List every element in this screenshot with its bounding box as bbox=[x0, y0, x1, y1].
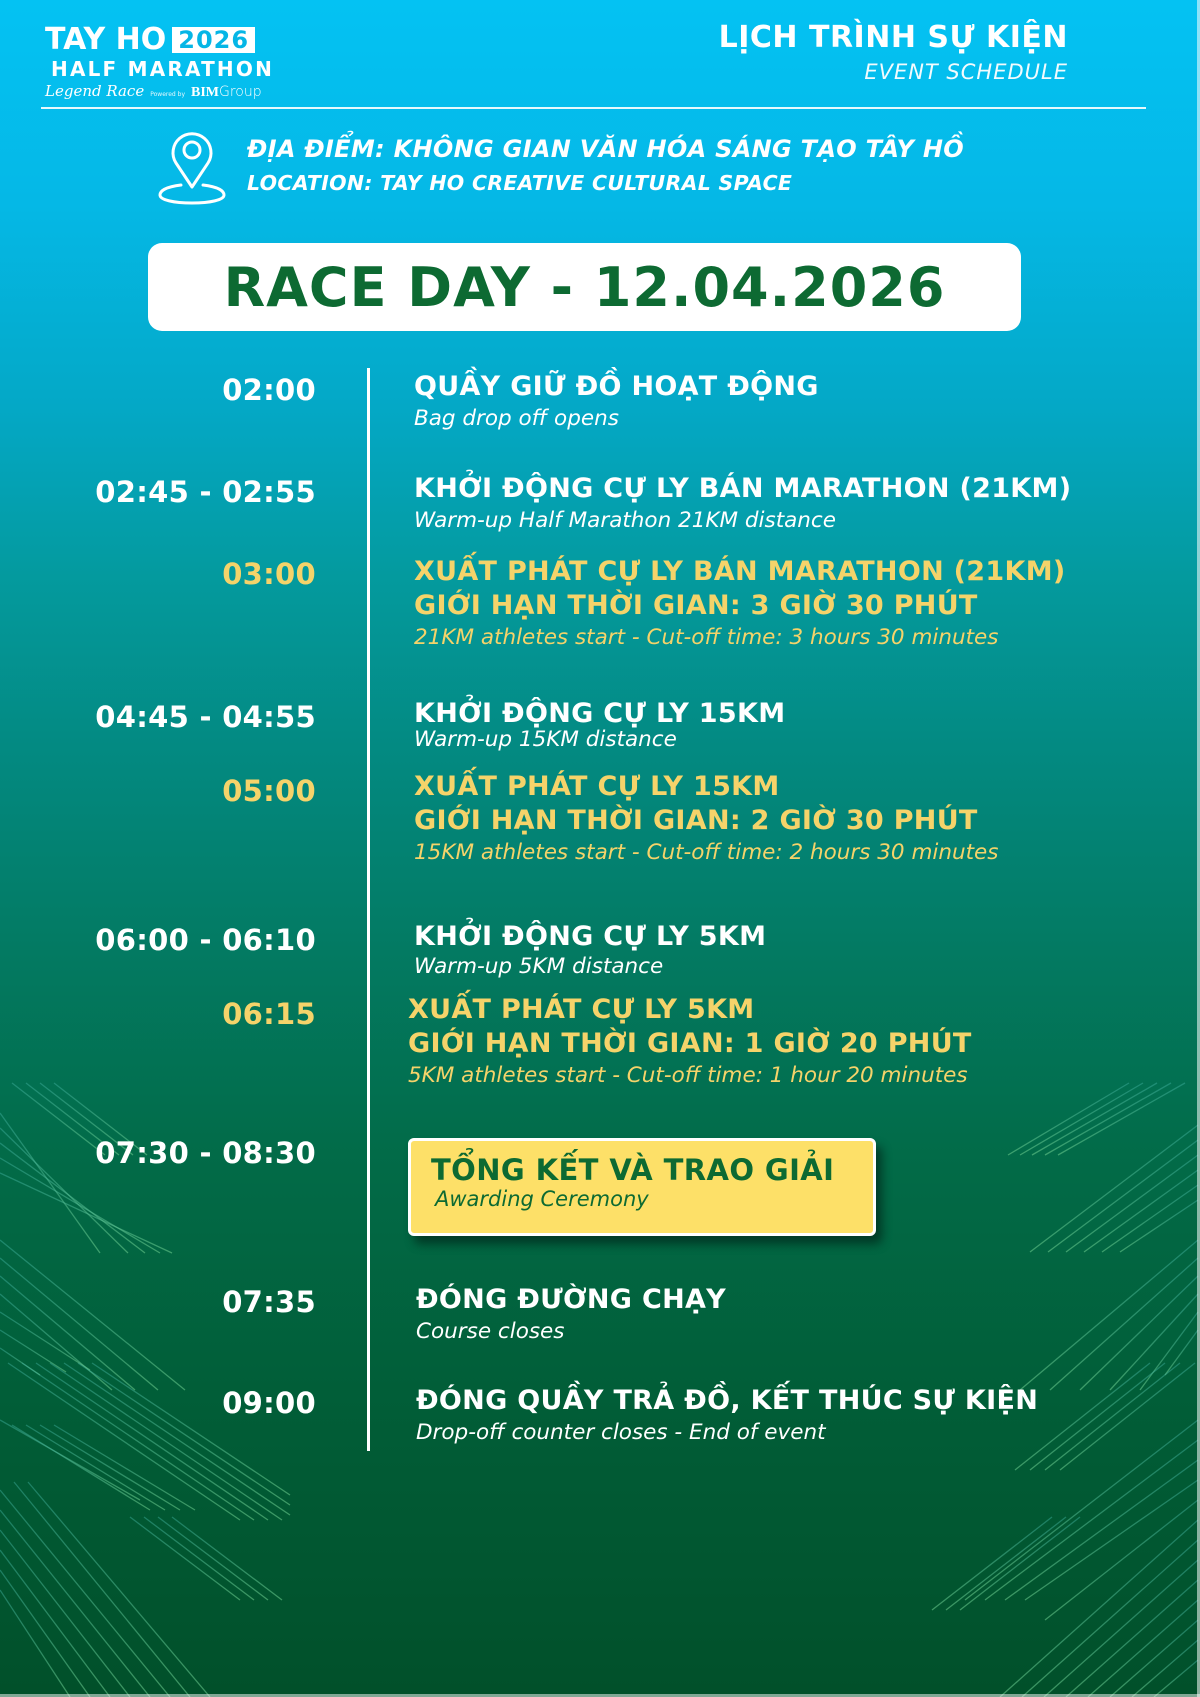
schedule-time-highlight: 06:15 bbox=[222, 997, 316, 1031]
awarding-ceremony-card bbox=[408, 1138, 876, 1236]
logo-powered-by: Powered by bbox=[150, 91, 185, 98]
schedule-time: 07:30 - 08:30 bbox=[95, 1136, 316, 1170]
schedule-item-title: XUẤT PHÁT CỰ LY BÁN MARATHON (21KM) bbox=[414, 556, 1066, 587]
schedule-item-race-start bbox=[414, 555, 1066, 653]
schedule-item-subtitle: Drop-off counter closes - End of event bbox=[416, 1420, 826, 1445]
schedule-time: 02:00 bbox=[222, 373, 316, 407]
location-pin-icon bbox=[157, 125, 227, 205]
logo-tagline: Legend Race bbox=[45, 82, 145, 100]
location-en: LOCATION: TAY HO CREATIVE CULTURAL SPACE bbox=[247, 171, 793, 195]
location-block bbox=[157, 125, 964, 205]
schedule-item-subtitle: 21KM athletes start - Cut-off time: 3 hours 30 minutes bbox=[414, 625, 999, 650]
schedule-time: 09:00 bbox=[222, 1386, 316, 1420]
schedule-item-race-start bbox=[414, 770, 998, 868]
schedule-time: 02:45 - 02:55 bbox=[95, 475, 316, 509]
schedule-time: 04:45 - 04:55 bbox=[95, 700, 316, 734]
schedule-item bbox=[414, 370, 819, 434]
schedule-item-cutoff: GIỚI HẠN THỜI GIAN: 1 GIỜ 20 PHÚT bbox=[408, 1028, 972, 1059]
schedule-item-cutoff: GIỚI HẠN THỜI GIAN: 2 GIỜ 30 PHÚT bbox=[414, 805, 978, 836]
schedule-item bbox=[414, 920, 766, 982]
schedule-item-title: KHỞI ĐỘNG CỰ LY 5KM bbox=[414, 921, 767, 952]
schedule-item-subtitle: Awarding Ceremony bbox=[435, 1187, 649, 1211]
page-title-vn: LỊCH TRÌNH SỰ KIỆN bbox=[718, 20, 1068, 55]
location-vn: ĐỊA ĐIỂM: KHÔNG GIAN VĂN HÓA SÁNG TẠO TÂY HỒ bbox=[247, 135, 964, 163]
schedule-item-subtitle: Bag drop off opens bbox=[414, 406, 619, 431]
schedule-item-race-start bbox=[408, 993, 972, 1091]
logo-tay-ho: TAY HO bbox=[45, 22, 167, 57]
schedule-item-subtitle: Warm-up Half Marathon 21KM distance bbox=[414, 508, 836, 533]
header-divider bbox=[41, 107, 1146, 109]
event-logo bbox=[45, 22, 275, 101]
schedule-time-highlight: 03:00 bbox=[222, 557, 316, 591]
schedule-item-subtitle: Warm-up 5KM distance bbox=[414, 954, 664, 979]
schedule-item-title: XUẤT PHÁT CỰ LY 15KM bbox=[414, 771, 780, 802]
schedule-item-title: TỔNG KẾT VÀ TRAO GIẢI bbox=[431, 1153, 835, 1187]
schedule-item-subtitle: 15KM athletes start - Cut-off time: 2 hours 30 minutes bbox=[414, 840, 999, 865]
schedule-item-title: ĐÓNG QUẦY TRẢ ĐỒ, KẾT THÚC SỰ KIỆN bbox=[416, 1385, 1039, 1416]
page-title-en: EVENT SCHEDULE bbox=[864, 60, 1068, 84]
schedule-item bbox=[416, 1384, 1038, 1448]
schedule-item-subtitle: Course closes bbox=[416, 1319, 565, 1344]
schedule-item-title: QUẦY GIỮ ĐỒ HOẠT ĐỘNG bbox=[414, 371, 819, 402]
schedule-item-title: KHỞI ĐỘNG CỰ LY BÁN MARATHON (21KM) bbox=[414, 473, 1072, 504]
schedule-item-cutoff: GIỚI HẠN THỜI GIAN: 3 GIỜ 30 PHÚT bbox=[414, 590, 978, 621]
schedule-time: 06:00 - 06:10 bbox=[95, 923, 316, 957]
schedule-time-highlight: 05:00 bbox=[222, 774, 316, 808]
schedule-item-title: ĐÓNG ĐƯỜNG CHẠY bbox=[416, 1284, 727, 1315]
race-day-banner bbox=[148, 243, 1021, 331]
logo-half-marathon: HALF MARATHON bbox=[51, 57, 275, 81]
schedule-item-title: XUẤT PHÁT CỰ LY 5KM bbox=[408, 994, 755, 1025]
race-day-label: RACE DAY - 12.04.2026 bbox=[223, 255, 946, 319]
logo-year-badge: 2026 bbox=[172, 27, 255, 53]
schedule-item-subtitle: Warm-up 15KM distance bbox=[414, 727, 677, 752]
schedule-title-block bbox=[719, 18, 1068, 86]
schedule-item bbox=[416, 1283, 726, 1347]
schedule-item bbox=[414, 697, 785, 755]
schedule-time: 07:35 bbox=[222, 1285, 316, 1319]
sponsor-logo: BIMGroup bbox=[191, 84, 262, 100]
timeline-divider bbox=[367, 368, 370, 1451]
schedule-item-subtitle: 5KM athletes start - Cut-off time: 1 hour 20 minutes bbox=[408, 1063, 968, 1088]
schedule-item bbox=[414, 472, 1071, 536]
schedule-item-title: KHỞI ĐỘNG CỰ LY 15KM bbox=[414, 698, 786, 729]
